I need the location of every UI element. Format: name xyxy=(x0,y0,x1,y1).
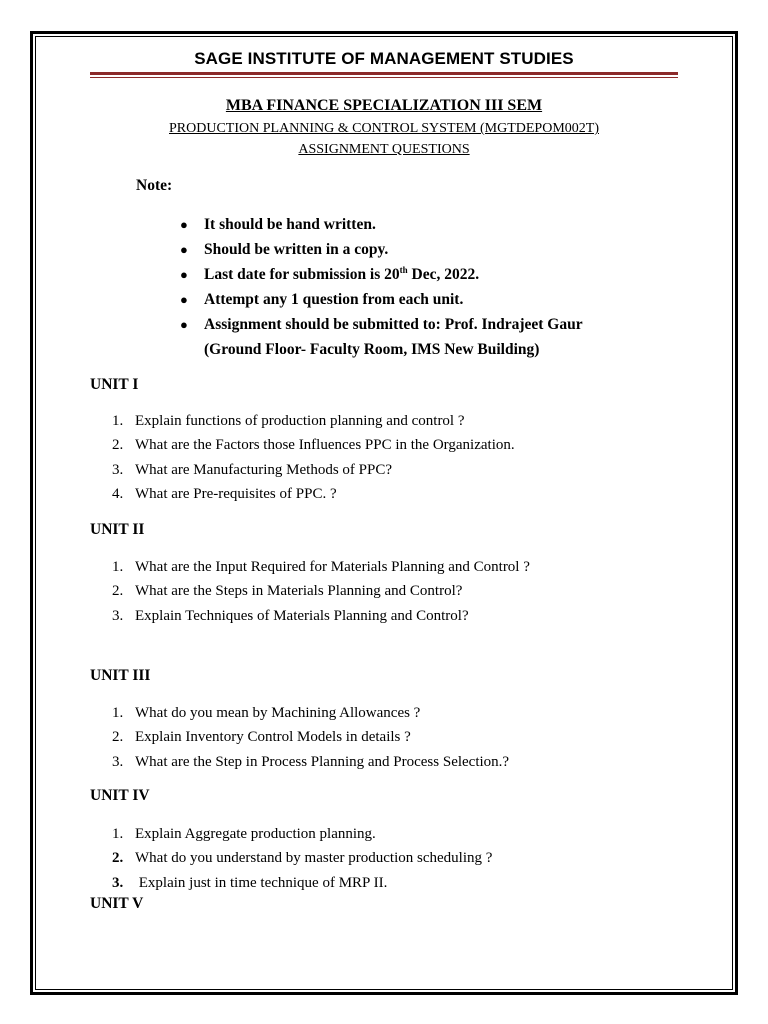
question-item: 3. Explain Techniques of Materials Planning and Control? xyxy=(112,607,469,624)
header-divider-thin xyxy=(90,77,678,78)
unit-heading: UNIT IV xyxy=(90,787,150,804)
bullet-icon: ● xyxy=(180,267,188,282)
header-divider xyxy=(90,72,678,75)
question-item: 2. Explain Inventory Control Models in details ? xyxy=(112,729,411,746)
institute-name: SAGE INSTITUTE OF MANAGEMENT STUDIES xyxy=(194,49,574,68)
bullet-icon: ● xyxy=(180,292,188,307)
note-item: ● Should be written in a copy. xyxy=(180,237,583,262)
question-item: 3. Explain just in time technique of MRP II. xyxy=(112,874,388,891)
course-title: PRODUCTION PLANNING & CONTROL SYSTEM (MGTDEPOM002T) xyxy=(169,121,599,136)
note-item: ● Last date for submission is 20th Dec, 2022. xyxy=(180,262,583,287)
question-item: 2. What are the Steps in Materials Planning and Control? xyxy=(112,583,463,600)
unit-question-list xyxy=(112,555,530,628)
unit-question-list xyxy=(112,822,492,895)
date-superscript: th xyxy=(399,265,408,275)
bullet-icon: ● xyxy=(180,242,188,257)
unit-heading: UNIT III xyxy=(90,667,151,684)
note-item-continuation: (Ground Floor- Faculty Room, IMS New Building) xyxy=(204,341,540,358)
note-list xyxy=(180,212,583,362)
question-item: 2. What do you understand by master production scheduling ? xyxy=(112,850,493,867)
program-title: MBA FINANCE SPECIALIZATION III SEM xyxy=(225,97,543,114)
question-item: 3. What are the Step in Process Planning and Process Selection.? xyxy=(112,753,510,770)
unit-heading: UNIT V xyxy=(90,895,144,912)
unit-heading: UNIT II xyxy=(90,521,145,538)
bullet-icon: ● xyxy=(180,317,188,332)
unit-question-list xyxy=(112,701,509,774)
question-item: 3. What are Manufacturing Methods of PPC? xyxy=(112,461,393,478)
question-item: 1. Explain Aggregate production planning. xyxy=(112,826,376,842)
question-item: 4. What are Pre-requisites of PPC. ? xyxy=(112,485,337,502)
note-item: ● Assignment should be submitted to: Prof. Indrajeet Gaur xyxy=(180,312,583,337)
question-item: 2. What are the Factors those Influences PPC in the Organization. xyxy=(112,437,515,454)
unit-heading: UNIT I xyxy=(90,376,139,393)
assignment-title: ASSIGNMENT QUESTIONS xyxy=(298,142,470,157)
note-item: ● It should be hand written. xyxy=(180,212,583,237)
note-label: Note: xyxy=(136,177,173,194)
question-item: 1. What do you mean by Machining Allowances ? xyxy=(112,705,421,721)
unit-question-list xyxy=(112,409,515,506)
bullet-icon: ● xyxy=(180,217,188,232)
note-item: ● Attempt any 1 question from each unit. xyxy=(180,287,583,312)
question-item: 1. What are the Input Required for Materials Planning and Control ? xyxy=(112,559,530,575)
question-item: 1. Explain functions of production planning and control ? xyxy=(112,413,465,429)
